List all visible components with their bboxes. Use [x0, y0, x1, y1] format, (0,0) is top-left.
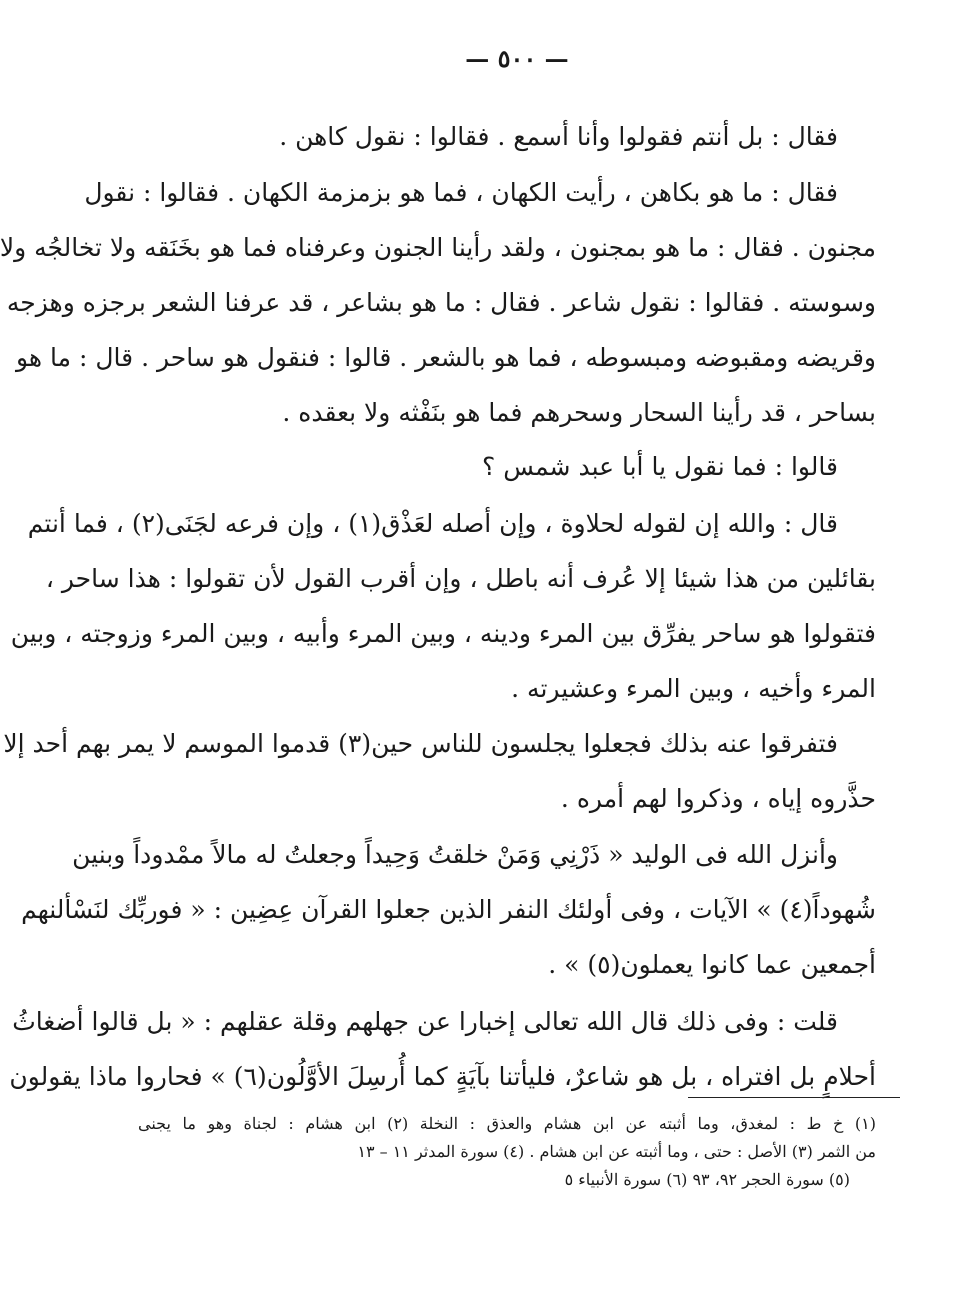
body-line: فتفرقوا عنه بذلك فجعلوا يجلسون للناس حين(٣) قدموا الموسم لا يمر بهم أحد إلا — [3, 729, 838, 758]
body-line: أجمعين عما كانوا يعملون(٥) » . — [548, 950, 876, 979]
body-line: حذَّروه إياه ، وذكروا لهم أمره . — [560, 784, 876, 813]
body-line: فقال : بل أنتم فقولوا وأنا أسمع . فقالوا : نقول كاهن . — [279, 122, 838, 151]
body-line: فقال : ما هو بكاهن ، رأيت الكهان ، فما هو بزمزمة الكهان . فقالوا : نقول — [84, 178, 838, 207]
body-line: قال : والله إن لقوله لحلاوة ، وإن أصله لعَذْق(١) ، وإن فرعه لجَنَى(٢) ، فما أنتم — [27, 509, 838, 538]
body-line: المرء وأخيه ، وبين المرء وعشيرته . — [511, 674, 876, 703]
body-line: شُهوداً(٤) » الآيات ، وفى أولئك النفر الذين جعلوا القرآن عِضِين : « فوربِّك لنَسْألنهم — [21, 895, 876, 924]
page-number: — ٥٠٠ — — [465, 44, 569, 73]
body-line: أحلامٍ بل افتراه ، بل هو شاعرٌ، فليأتنا بآيَةٍ كما أُرسِلَ الأوَّلُون(٦) » فحاروا ماذا يقولون — [9, 1062, 876, 1091]
footnote-line: (١) خ ط : لمغدق، وما أثبته عن ابن هشام والعذق : النخلة (٢) ابن هشام : لجناة وهو ما يجنى — [138, 1114, 876, 1133]
body-line: وأنزل الله فى الوليد « ذَرْنِي وَمَنْ خلقتُ وَحِيداً وجعلتُ له مالاً ممْدوداً وبنين — [72, 840, 838, 869]
footnote-line: من الثمر (٣) الأصل : حتى ، وما أثبته عن ابن هشام . (٤) سورة المدثر ١١ – ١٣ — [357, 1142, 876, 1161]
body-line: بقائلين من هذا شيئا إلا عُرف أنه باطل ، وإن أقرب القول لأن تقولوا : هذا ساحر ، — [45, 564, 876, 593]
body-line: مجنون . فقال : ما هو بمجنون ، ولقد رأينا الجنون وعرفناه فما هو بخَنَقه ولا تخالجُه ولا — [0, 233, 876, 262]
body-line: وسوسته . فقالوا : نقول شاعر . فقال : ما هو بشاعر ، قد عرفنا الشعر برجزه وهزجه — [6, 288, 876, 317]
footnote-divider — [688, 1097, 900, 1098]
body-line: بساحر ، قد رأينا السحار وسحرهم فما هو بنَفْثه ولا بعقده . — [282, 398, 876, 427]
footnote-line: (٥) سورة الحجر ٩٢، ٩٣ (٦) سورة الأنبياء ٥ — [564, 1170, 850, 1189]
body-line: قلت : وفى ذلك قال الله تعالى إخبارا عن جهلهم وقلة عقلهم : « بل قالوا أضغاثُ — [12, 1007, 838, 1036]
body-line: فتقولوا هو ساحر يفرِّق بين المرء ودينه ، وبين المرء وأبيه ، وبين المرء وزوجته ، وبين — [10, 619, 876, 648]
body-line: قالوا : فما نقول يا أبا عبد شمس ؟ — [482, 452, 838, 481]
body-line: وقريضه ومقبوضه ومبسوطه ، فما هو بالشعر . قالوا : فنقول هو ساحر . قال : ما هو — [16, 343, 876, 372]
